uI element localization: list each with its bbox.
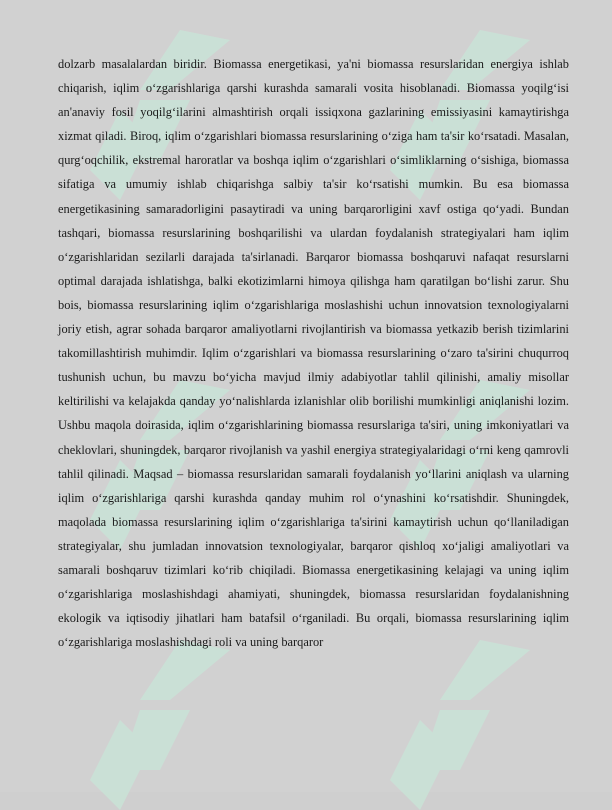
- body-text: [58, 52, 569, 654]
- leaf-watermark-icon: [80, 640, 240, 810]
- body-paragraph: dolzarb masalalardan biridir. Biomassa energetikasi, ya'ni biomassa resurslaridan energiya ishlab chiqarish, iqlim o‘zgarishlariga qarshi kurashda samarali vosita hisoblanadi. Biomassa yoqilg‘isi an'anaviy fosil yoqilg‘ilarini almashtirish orqali issiqxona gazlarining emissiyasini kamaytirishga xizmat qiladi. Biroq, iqlim o‘zgarishlari biomassa resurslarining o‘ziga ham ta'sir ko‘rsatadi. Masalan, qurg‘oqchilik, ekstremal haroratlar va boshqa iqlim o‘zgarishlari o‘simliklarning o‘sishiga, biomassa sifatiga va umumiy ishlab chiqarishga salbiy ta'sir ko‘rsatishi mumkin. Bu esa biomassa energetikasining samaradorligini pasaytiradi va uning barqarorligini xavf ostiga qo‘yadi. Bundan tashqari, biomassa resurslarining boshqarilishi va ulardan foydalanish strategiyalari ham iqlim o‘zgarishlaridan sezilarli darajada ta'sirlanadi. Barqaror biomassa boshqaruvi nafaqat resurslarni optimal darajada ishlatishga, balki ekotizimlarni himoya qilishga ham qaratilgan bo‘lishi zarur. Shu bois, biomassa resurslarining iqlim o‘zgarishlariga moslashishi uchun innovatsion texnologiyalarni joriy etish, agrar sohada barqaror amaliyotlarni rivojlantirish va biomassa yetkazib berish tizimlarini takomillashtirish muhimdir. Iqlim o‘zgarishlari va biomassa resurslarining o‘zaro ta'sirini chuqurroq tushunish uchun, bu mavzu bo‘yicha mavjud ilmiy adabiyotlar tahlil qilinishi, amaliy misollar keltirilishi va kelajakda qanday yo‘nalishlarda izlanishlar olib borilishi mumkinligi aniqlanishi lozim. Ushbu maqola doirasida, iqlim o‘zgarishlarining biomassa resurslariga ta'siri, uning imkoniyatlari va cheklovlari, shuningdek, barqaror rivojlanish va yashil energiya strategiyalaridagi o‘rni keng qamrovli tahlil qilinadi. Maqsad – biomassa resurslaridan samarali foydalanish yo‘llarini aniqlash va ularning iqlim o‘zgarishlariga qarshi kurashda qanday muhim rol o‘ynashini ko‘rsatishdir. Shuningdek, maqolada biomassa resurslarining iqlim o‘zgarishlariga ta'sirini kamaytirish uchun qo‘llaniladigan strategiyalar, shu jumladan innovatsion texnologiyalar, barqaror qishloq xo‘jaligi amaliyotlari va samarali boshqaruv tizimlari ko‘rib chiqiladi. Biomassa energetikasining kelajagi va uning iqlim o‘zgarishlariga moslashishdagi ahamiyati, shuningdek, biomassa resurslaridan foydalanishning ekologik va iqtisodiy jihatlari ham batafsil o‘rganiladi. Bu orqali, biomassa resurslarining iqlim o‘zgarishlariga moslashishdagi roli va uning barqaror: [58, 57, 569, 650]
- leaf-watermark-icon: [380, 640, 540, 810]
